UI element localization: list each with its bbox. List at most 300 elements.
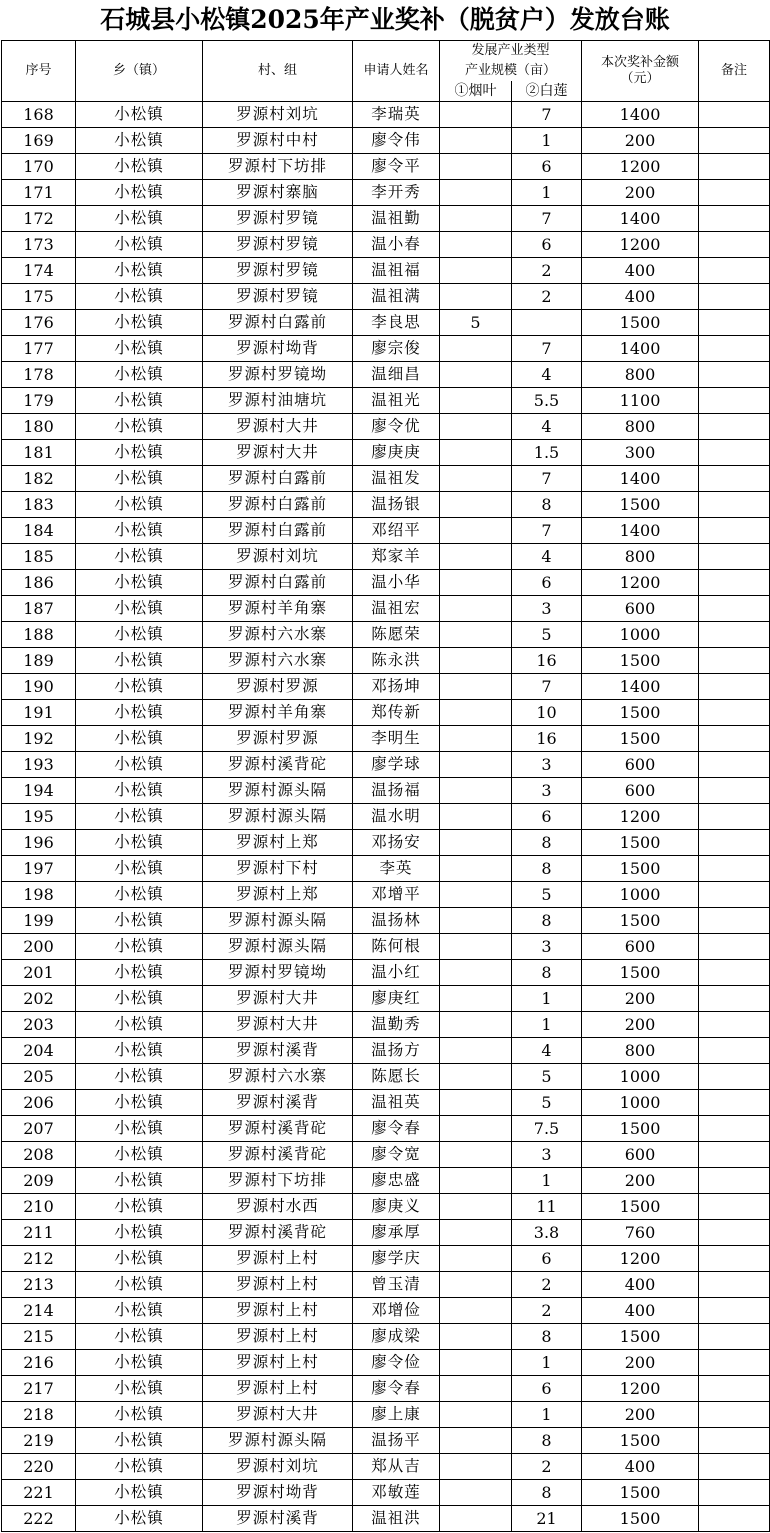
village-cell: 罗源村罗镜坳 — [203, 960, 353, 986]
remarks-cell — [699, 960, 770, 986]
table-row — [2, 310, 770, 336]
tobacco-acreage-cell — [440, 206, 512, 232]
lotus-acreage-cell: 3 — [512, 596, 582, 622]
lotus-acreage-cell: 7 — [512, 336, 582, 362]
township-cell: 小松镇 — [76, 1142, 203, 1168]
township-cell: 小松镇 — [76, 232, 203, 258]
lotus-acreage-cell: 5 — [512, 882, 582, 908]
township-cell: 小松镇 — [76, 596, 203, 622]
amount-cell: 400 — [582, 1272, 699, 1298]
header-remarks: 备注 — [699, 41, 770, 102]
table-row — [2, 1064, 770, 1090]
lotus-acreage-cell: 4 — [512, 362, 582, 388]
applicant-cell: 廖承厚 — [353, 1220, 440, 1246]
township-cell: 小松镇 — [76, 1194, 203, 1220]
table-row — [2, 362, 770, 388]
table-row — [2, 700, 770, 726]
applicant-cell: 曾玉清 — [353, 1272, 440, 1298]
applicant-cell: 廖成梁 — [353, 1324, 440, 1350]
lotus-acreage-cell: 1 — [512, 986, 582, 1012]
table-row — [2, 622, 770, 648]
tobacco-acreage-cell — [440, 1480, 512, 1506]
table-row — [2, 570, 770, 596]
header-industry-scale: 产业规模（亩） — [440, 61, 582, 81]
seq-cell: 170 — [2, 154, 76, 180]
township-cell: 小松镇 — [76, 934, 203, 960]
seq-cell: 195 — [2, 804, 76, 830]
remarks-cell — [699, 908, 770, 934]
township-cell: 小松镇 — [76, 128, 203, 154]
applicant-cell: 李明生 — [353, 726, 440, 752]
table-row — [2, 804, 770, 830]
applicant-cell: 温祖英 — [353, 1090, 440, 1116]
township-cell: 小松镇 — [76, 102, 203, 128]
lotus-acreage-cell: 6 — [512, 232, 582, 258]
remarks-cell — [699, 596, 770, 622]
village-cell: 罗源村溪背 — [203, 1090, 353, 1116]
remarks-cell — [699, 1142, 770, 1168]
applicant-cell: 邓敏莲 — [353, 1480, 440, 1506]
amount-cell: 1200 — [582, 232, 699, 258]
remarks-cell — [699, 1090, 770, 1116]
remarks-cell — [699, 1298, 770, 1324]
township-cell: 小松镇 — [76, 414, 203, 440]
applicant-cell: 邓绍平 — [353, 518, 440, 544]
applicant-cell: 廖令俭 — [353, 1350, 440, 1376]
amount-cell: 1500 — [582, 700, 699, 726]
amount-cell: 1100 — [582, 388, 699, 414]
village-cell: 罗源村罗镜 — [203, 206, 353, 232]
applicant-cell: 邓增平 — [353, 882, 440, 908]
tobacco-acreage-cell — [440, 986, 512, 1012]
lotus-acreage-cell: 11 — [512, 1194, 582, 1220]
lotus-acreage-cell: 16 — [512, 648, 582, 674]
amount-cell: 1500 — [582, 648, 699, 674]
applicant-cell: 温祖福 — [353, 258, 440, 284]
lotus-acreage-cell: 8 — [512, 1480, 582, 1506]
tobacco-acreage-cell — [440, 856, 512, 882]
township-cell: 小松镇 — [76, 1298, 203, 1324]
township-cell: 小松镇 — [76, 284, 203, 310]
applicant-cell: 邓扬坤 — [353, 674, 440, 700]
amount-cell: 1200 — [582, 1376, 699, 1402]
applicant-cell: 温祖光 — [353, 388, 440, 414]
applicant-cell: 廖学球 — [353, 752, 440, 778]
applicant-cell: 温扬林 — [353, 908, 440, 934]
tobacco-acreage-cell — [440, 1324, 512, 1350]
tobacco-acreage-cell — [440, 1428, 512, 1454]
table-row — [2, 102, 770, 128]
remarks-cell — [699, 1116, 770, 1142]
header-township: 乡（镇） — [76, 41, 203, 102]
village-cell: 罗源村白露前 — [203, 310, 353, 336]
village-cell: 罗源村羊角寨 — [203, 596, 353, 622]
township-cell: 小松镇 — [76, 180, 203, 206]
lotus-acreage-cell: 1 — [512, 128, 582, 154]
table-row — [2, 1480, 770, 1506]
remarks-cell — [699, 388, 770, 414]
table-row — [2, 492, 770, 518]
remarks-cell — [699, 830, 770, 856]
applicant-cell: 温细昌 — [353, 362, 440, 388]
applicant-cell: 李英 — [353, 856, 440, 882]
remarks-cell — [699, 180, 770, 206]
applicant-cell: 廖庚义 — [353, 1194, 440, 1220]
header-tobacco: ①烟叶 — [440, 81, 512, 102]
tobacco-acreage-cell — [440, 934, 512, 960]
tobacco-acreage-cell — [440, 1402, 512, 1428]
tobacco-acreage-cell — [440, 700, 512, 726]
remarks-cell — [699, 1506, 770, 1532]
tobacco-acreage-cell — [440, 1454, 512, 1480]
lotus-acreage-cell: 6 — [512, 570, 582, 596]
seq-cell: 218 — [2, 1402, 76, 1428]
remarks-cell — [699, 362, 770, 388]
amount-cell: 1500 — [582, 492, 699, 518]
table-row — [2, 336, 770, 362]
seq-cell: 179 — [2, 388, 76, 414]
village-cell: 罗源村中村 — [203, 128, 353, 154]
amount-cell: 600 — [582, 934, 699, 960]
amount-cell: 200 — [582, 1402, 699, 1428]
amount-cell: 200 — [582, 1350, 699, 1376]
village-cell: 罗源村上村 — [203, 1246, 353, 1272]
seq-cell: 199 — [2, 908, 76, 934]
township-cell: 小松镇 — [76, 154, 203, 180]
village-cell: 罗源村溪背 — [203, 1038, 353, 1064]
tobacco-acreage-cell — [440, 336, 512, 362]
table-row — [2, 1194, 770, 1220]
table-row — [2, 128, 770, 154]
table-header — [2, 41, 770, 102]
tobacco-acreage-cell — [440, 648, 512, 674]
amount-cell: 800 — [582, 362, 699, 388]
table-row — [2, 986, 770, 1012]
tobacco-acreage-cell — [440, 908, 512, 934]
lotus-acreage-cell: 8 — [512, 1324, 582, 1350]
township-cell: 小松镇 — [76, 882, 203, 908]
village-cell: 罗源村上郑 — [203, 830, 353, 856]
amount-cell: 1400 — [582, 674, 699, 700]
village-cell: 罗源村罗源 — [203, 674, 353, 700]
amount-cell: 400 — [582, 1454, 699, 1480]
tobacco-acreage-cell — [440, 414, 512, 440]
township-cell: 小松镇 — [76, 362, 203, 388]
lotus-acreage-cell: 1 — [512, 1168, 582, 1194]
village-cell: 罗源村源头隔 — [203, 934, 353, 960]
remarks-cell — [699, 102, 770, 128]
remarks-cell — [699, 1194, 770, 1220]
header-amount-line1: 本次奖补金额 — [601, 55, 680, 70]
township-cell: 小松镇 — [76, 1402, 203, 1428]
amount-cell: 1500 — [582, 1428, 699, 1454]
lotus-acreage-cell: 6 — [512, 1376, 582, 1402]
lotus-acreage-cell: 4 — [512, 544, 582, 570]
tobacco-acreage-cell — [440, 830, 512, 856]
tobacco-acreage-cell — [440, 180, 512, 206]
table-row — [2, 440, 770, 466]
lotus-acreage-cell: 2 — [512, 284, 582, 310]
applicant-cell: 温祖宏 — [353, 596, 440, 622]
lotus-acreage-cell: 1 — [512, 1350, 582, 1376]
amount-cell: 600 — [582, 596, 699, 622]
tobacco-acreage-cell — [440, 544, 512, 570]
lotus-acreage-cell: 7 — [512, 518, 582, 544]
remarks-cell — [699, 1402, 770, 1428]
township-cell: 小松镇 — [76, 700, 203, 726]
amount-cell: 400 — [582, 284, 699, 310]
seq-cell: 214 — [2, 1298, 76, 1324]
amount-cell: 1200 — [582, 804, 699, 830]
lotus-acreage-cell — [512, 310, 582, 336]
township-cell: 小松镇 — [76, 1376, 203, 1402]
page-title: 石城县小松镇2025年产业奖补（脱贫户）发放台账 — [100, 5, 670, 34]
village-cell: 罗源村溪背砣 — [203, 1142, 353, 1168]
amount-cell: 1500 — [582, 1506, 699, 1532]
seq-cell: 190 — [2, 674, 76, 700]
remarks-cell — [699, 1064, 770, 1090]
seq-cell: 209 — [2, 1168, 76, 1194]
applicant-cell: 温扬平 — [353, 1428, 440, 1454]
lotus-acreage-cell: 7 — [512, 674, 582, 700]
table-row — [2, 752, 770, 778]
table-row — [2, 1454, 770, 1480]
township-cell: 小松镇 — [76, 466, 203, 492]
amount-cell: 1200 — [582, 570, 699, 596]
remarks-cell — [699, 1220, 770, 1246]
township-cell: 小松镇 — [76, 1064, 203, 1090]
township-cell: 小松镇 — [76, 908, 203, 934]
header-seq: 序号 — [2, 41, 76, 102]
tobacco-acreage-cell — [440, 804, 512, 830]
amount-cell: 1500 — [582, 1480, 699, 1506]
tobacco-acreage-cell — [440, 1038, 512, 1064]
header-applicant: 申请人姓名 — [353, 41, 440, 102]
lotus-acreage-cell: 1.5 — [512, 440, 582, 466]
amount-cell: 1400 — [582, 518, 699, 544]
seq-cell: 211 — [2, 1220, 76, 1246]
applicant-cell: 温扬银 — [353, 492, 440, 518]
village-cell: 罗源村下坊排 — [203, 1168, 353, 1194]
seq-cell: 175 — [2, 284, 76, 310]
seq-cell: 178 — [2, 362, 76, 388]
township-cell: 小松镇 — [76, 960, 203, 986]
applicant-cell: 廖庚红 — [353, 986, 440, 1012]
lotus-acreage-cell: 2 — [512, 1298, 582, 1324]
remarks-cell — [699, 1376, 770, 1402]
remarks-cell — [699, 986, 770, 1012]
remarks-cell — [699, 310, 770, 336]
village-cell: 罗源村六水寨 — [203, 648, 353, 674]
seq-cell: 200 — [2, 934, 76, 960]
township-cell: 小松镇 — [76, 1246, 203, 1272]
seq-cell: 184 — [2, 518, 76, 544]
township-cell: 小松镇 — [76, 1324, 203, 1350]
tobacco-acreage-cell — [440, 1272, 512, 1298]
lotus-acreage-cell: 4 — [512, 1038, 582, 1064]
amount-cell: 1500 — [582, 726, 699, 752]
seq-cell: 173 — [2, 232, 76, 258]
remarks-cell — [699, 570, 770, 596]
seq-cell: 222 — [2, 1506, 76, 1532]
township-cell: 小松镇 — [76, 1012, 203, 1038]
table-row — [2, 674, 770, 700]
village-cell: 罗源村溪背 — [203, 1506, 353, 1532]
amount-cell: 800 — [582, 414, 699, 440]
lotus-acreage-cell: 3 — [512, 752, 582, 778]
seq-cell: 183 — [2, 492, 76, 518]
applicant-cell: 李瑞英 — [353, 102, 440, 128]
tobacco-acreage-cell — [440, 362, 512, 388]
township-cell: 小松镇 — [76, 1220, 203, 1246]
seq-cell: 220 — [2, 1454, 76, 1480]
amount-cell: 200 — [582, 180, 699, 206]
table-row — [2, 934, 770, 960]
table-row — [2, 466, 770, 492]
lotus-acreage-cell: 5.5 — [512, 388, 582, 414]
applicant-cell: 李开秀 — [353, 180, 440, 206]
village-cell: 罗源村油塘坑 — [203, 388, 353, 414]
remarks-cell — [699, 856, 770, 882]
remarks-cell — [699, 1454, 770, 1480]
village-cell: 罗源村下村 — [203, 856, 353, 882]
village-cell: 罗源村上村 — [203, 1376, 353, 1402]
lotus-acreage-cell: 7.5 — [512, 1116, 582, 1142]
table-row — [2, 726, 770, 752]
seq-cell: 194 — [2, 778, 76, 804]
table-row — [2, 1142, 770, 1168]
amount-cell: 200 — [582, 128, 699, 154]
lotus-acreage-cell: 1 — [512, 180, 582, 206]
seq-cell: 210 — [2, 1194, 76, 1220]
amount-cell: 1000 — [582, 622, 699, 648]
table-row — [2, 882, 770, 908]
remarks-cell — [699, 700, 770, 726]
amount-cell: 1000 — [582, 882, 699, 908]
remarks-cell — [699, 1038, 770, 1064]
township-cell: 小松镇 — [76, 804, 203, 830]
village-cell: 罗源村上郑 — [203, 882, 353, 908]
remarks-cell — [699, 752, 770, 778]
remarks-cell — [699, 1246, 770, 1272]
lotus-acreage-cell: 5 — [512, 622, 582, 648]
table-row — [2, 1402, 770, 1428]
township-cell: 小松镇 — [76, 1116, 203, 1142]
header-village: 村、组 — [203, 41, 353, 102]
remarks-cell — [699, 154, 770, 180]
lotus-acreage-cell: 8 — [512, 856, 582, 882]
township-cell: 小松镇 — [76, 830, 203, 856]
township-cell: 小松镇 — [76, 492, 203, 518]
tobacco-acreage-cell — [440, 258, 512, 284]
seq-cell: 182 — [2, 466, 76, 492]
lotus-acreage-cell: 8 — [512, 830, 582, 856]
village-cell: 罗源村六水寨 — [203, 622, 353, 648]
lotus-acreage-cell: 7 — [512, 102, 582, 128]
tobacco-acreage-cell: 5 — [440, 310, 512, 336]
table-row — [2, 206, 770, 232]
seq-cell: 171 — [2, 180, 76, 206]
amount-cell: 200 — [582, 1012, 699, 1038]
remarks-cell — [699, 1168, 770, 1194]
seq-cell: 186 — [2, 570, 76, 596]
remarks-cell — [699, 336, 770, 362]
township-cell: 小松镇 — [76, 336, 203, 362]
seq-cell: 172 — [2, 206, 76, 232]
village-cell: 罗源村罗镜 — [203, 232, 353, 258]
seq-cell: 221 — [2, 1480, 76, 1506]
amount-cell: 400 — [582, 258, 699, 284]
applicant-cell: 陈何根 — [353, 934, 440, 960]
village-cell: 罗源村罗镜 — [203, 258, 353, 284]
amount-cell: 1400 — [582, 206, 699, 232]
amount-cell: 1500 — [582, 960, 699, 986]
remarks-cell — [699, 1350, 770, 1376]
applicant-cell: 邓扬安 — [353, 830, 440, 856]
lotus-acreage-cell: 2 — [512, 1272, 582, 1298]
seq-cell: 204 — [2, 1038, 76, 1064]
tobacco-acreage-cell — [440, 1376, 512, 1402]
remarks-cell — [699, 440, 770, 466]
remarks-cell — [699, 466, 770, 492]
village-cell: 罗源村水西 — [203, 1194, 353, 1220]
seq-cell: 213 — [2, 1272, 76, 1298]
tobacco-acreage-cell — [440, 492, 512, 518]
tobacco-acreage-cell — [440, 1350, 512, 1376]
lotus-acreage-cell: 5 — [512, 1064, 582, 1090]
tobacco-acreage-cell — [440, 1090, 512, 1116]
tobacco-acreage-cell — [440, 102, 512, 128]
table-row — [2, 1350, 770, 1376]
lotus-acreage-cell: 16 — [512, 726, 582, 752]
township-cell: 小松镇 — [76, 674, 203, 700]
remarks-cell — [699, 492, 770, 518]
amount-cell: 1500 — [582, 908, 699, 934]
village-cell: 罗源村源头隔 — [203, 1428, 353, 1454]
seq-cell: 192 — [2, 726, 76, 752]
village-cell: 罗源村下坊排 — [203, 154, 353, 180]
table-row — [2, 856, 770, 882]
lotus-acreage-cell: 10 — [512, 700, 582, 726]
lotus-acreage-cell: 6 — [512, 804, 582, 830]
amount-cell: 300 — [582, 440, 699, 466]
township-cell: 小松镇 — [76, 1090, 203, 1116]
tobacco-acreage-cell — [440, 284, 512, 310]
seq-cell: 212 — [2, 1246, 76, 1272]
tobacco-acreage-cell — [440, 1298, 512, 1324]
seq-cell: 189 — [2, 648, 76, 674]
tobacco-acreage-cell — [440, 1116, 512, 1142]
lotus-acreage-cell: 2 — [512, 258, 582, 284]
amount-cell: 1500 — [582, 1116, 699, 1142]
lotus-acreage-cell: 3.8 — [512, 1220, 582, 1246]
applicant-cell: 温小华 — [353, 570, 440, 596]
applicant-cell: 温水明 — [353, 804, 440, 830]
table-row — [2, 1428, 770, 1454]
remarks-cell — [699, 804, 770, 830]
applicant-cell: 李良思 — [353, 310, 440, 336]
table-row — [2, 154, 770, 180]
village-cell: 罗源村罗源 — [203, 726, 353, 752]
seq-cell: 185 — [2, 544, 76, 570]
applicant-cell: 廖令春 — [353, 1376, 440, 1402]
seq-cell: 176 — [2, 310, 76, 336]
village-cell: 罗源村坳背 — [203, 336, 353, 362]
seq-cell: 193 — [2, 752, 76, 778]
lotus-acreage-cell: 8 — [512, 1428, 582, 1454]
township-cell: 小松镇 — [76, 518, 203, 544]
seq-cell: 206 — [2, 1090, 76, 1116]
